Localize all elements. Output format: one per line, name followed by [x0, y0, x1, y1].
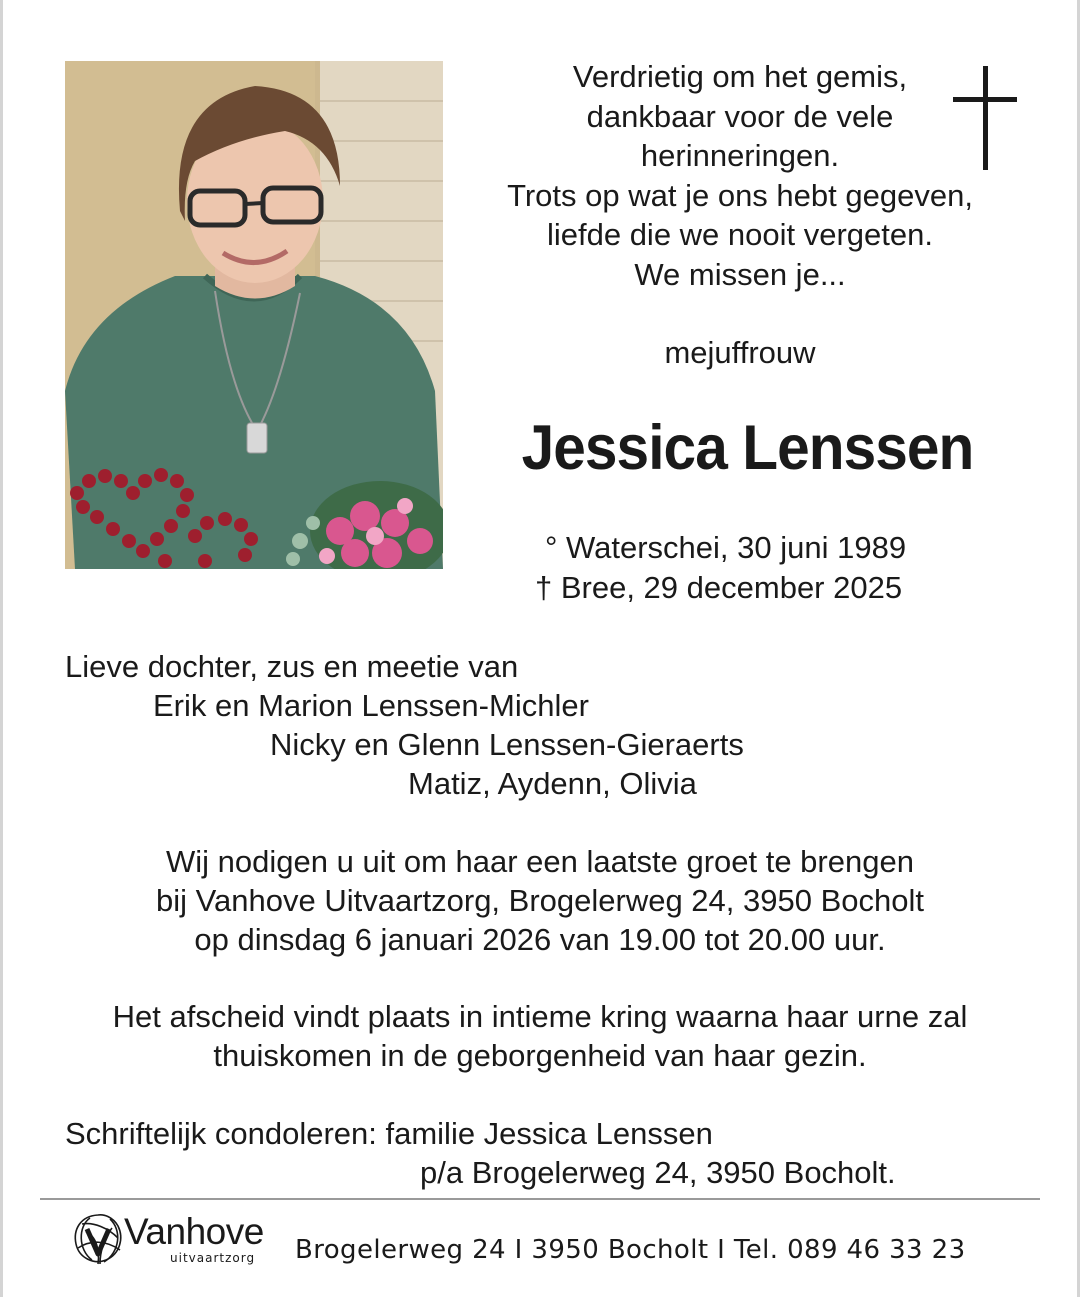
poem-line: Verdrietig om het gemis,: [572, 59, 908, 94]
life-dates: [520, 528, 960, 608]
birth-date: ° Waterschei, 30 juni 1989: [545, 530, 907, 565]
family-line: Matiz, Aydenn, Olivia: [408, 766, 697, 801]
poem-line: dankbaar voor de vele: [586, 98, 894, 134]
invitation-line: bij Vanhove Uitvaartzorg, Brogelerweg 24, 3950 Bocholt: [156, 883, 924, 918]
poem-line: We missen je...: [634, 256, 846, 292]
vanhove-logo: [70, 1208, 280, 1272]
farewell-line: Het afscheid vindt plaats in intieme kring waarna haar urne zal: [112, 999, 968, 1034]
farewell-line: thuiskomen in de geborgenheid van haar gezin.: [213, 1038, 867, 1073]
name-prefix: mejuffrouw: [664, 335, 816, 370]
condolence-line: Schriftelijk condoleren: familie Jessica Lenssen: [65, 1116, 713, 1151]
poem-line: Trots op wat je ons hebt gegeven,: [507, 177, 973, 213]
footer-address: Brogelerweg 24 I 3950 Bocholt I Tel. 089 46 33 23: [295, 1235, 966, 1265]
logo-subtitle: uitvaartzorg: [170, 1251, 256, 1265]
visitation-invitation: [40, 842, 1040, 959]
cross-icon: [953, 66, 1017, 170]
poem: [470, 57, 1010, 294]
death-date: † Bree, 29 december 2025: [535, 570, 903, 605]
invitation-line: op dinsdag 6 januari 2026 van 19.00 tot 20.00 uur.: [194, 922, 886, 957]
family-line: Erik en Marion Lenssen-Michler: [153, 688, 589, 723]
logo-name: Vanhove: [124, 1211, 264, 1252]
deceased-name: Jessica Lenssen: [521, 413, 974, 483]
portrait-photo: [65, 61, 443, 569]
vanhove-logo-mark: [70, 1210, 126, 1268]
farewell-notice: [40, 997, 1040, 1075]
footer-divider: [40, 1198, 1040, 1200]
invitation-line: Wij nodigen u uit om haar een laatste groet te brengen: [166, 844, 914, 879]
poem-line: liefde die we nooit vergeten.: [546, 217, 934, 252]
family-line: Nicky en Glenn Lenssen-Gieraerts: [270, 727, 744, 762]
condolence-address: p/a Brogelerweg 24, 3950 Bocholt.: [420, 1155, 896, 1190]
poem-line: herinneringen.: [640, 138, 840, 173]
family-intro: Lieve dochter, zus en meetie van: [65, 649, 519, 684]
